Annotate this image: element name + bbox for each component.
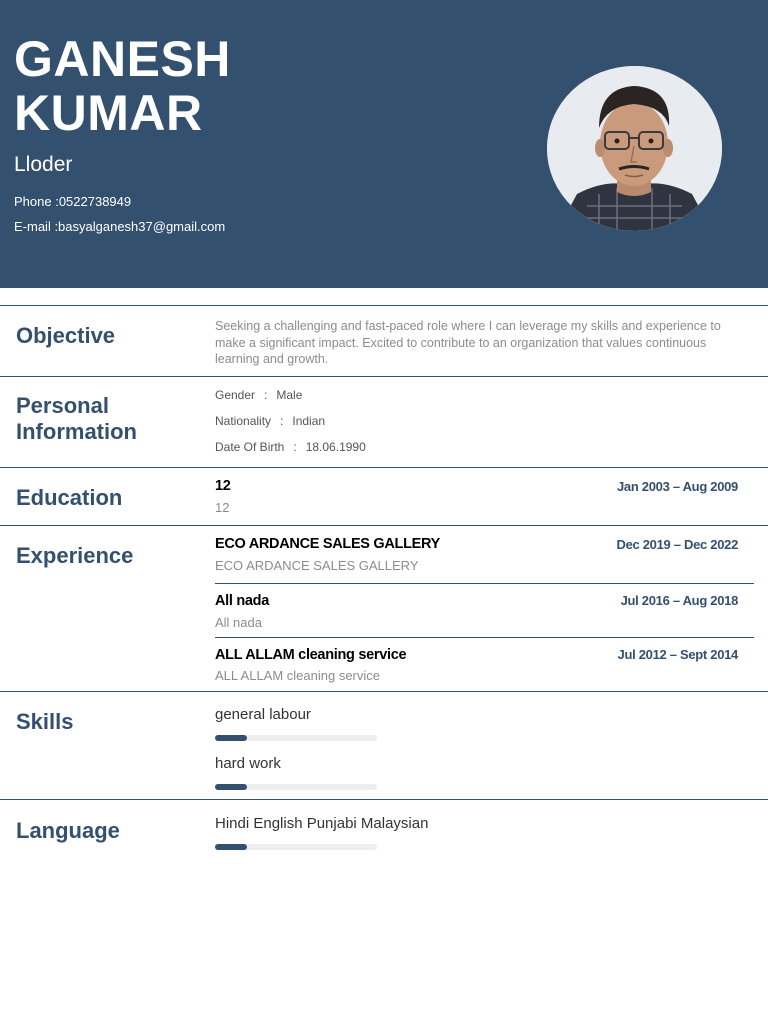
email-text: E-mail :basyalganesh37@gmail.com bbox=[14, 219, 226, 234]
info-row-gender bbox=[215, 388, 302, 402]
experience-dates: Dec 2019 – Dec 2022 bbox=[616, 537, 738, 552]
experience-dates: Jul 2016 – Aug 2018 bbox=[620, 593, 738, 608]
info-label: Nationality bbox=[215, 414, 272, 428]
experience-title: ECO ARDANCE SALES GALLERY bbox=[215, 536, 441, 552]
experience-dates: Jul 2012 – Sept 2014 bbox=[617, 647, 738, 662]
entry-divider bbox=[215, 637, 754, 638]
section-divider bbox=[0, 305, 768, 306]
info-label: Date Of Birth bbox=[215, 440, 285, 454]
info-value: Indian bbox=[292, 414, 326, 428]
skill-label: general labour bbox=[215, 706, 311, 723]
info-row-nationality bbox=[215, 414, 325, 428]
skill-level-fill bbox=[215, 784, 247, 790]
personal-info-heading bbox=[16, 393, 137, 445]
education-heading: Education bbox=[16, 485, 123, 510]
skill-level-bar bbox=[215, 735, 377, 741]
personal-heading-line-1: Personal bbox=[16, 393, 109, 418]
info-label: Gender bbox=[215, 388, 256, 402]
info-separator: : bbox=[293, 440, 297, 454]
section-divider bbox=[0, 799, 768, 800]
experience-title: ALL ALLAM cleaning service bbox=[215, 647, 407, 663]
entry-divider bbox=[215, 583, 754, 584]
info-row-dob bbox=[215, 440, 366, 454]
experience-title: All nada bbox=[215, 593, 269, 609]
language-heading: Language bbox=[16, 818, 120, 843]
name-line-2: KUMAR bbox=[14, 85, 203, 141]
objective-text: Seeking a challenging and fast-paced role where I can leverage my skills and experience to make a significant impact. Excited to contribute to an organization that values continuous learning and growth. bbox=[215, 319, 721, 366]
header-banner bbox=[0, 0, 768, 288]
info-value: Male bbox=[276, 388, 303, 402]
experience-subtitle: All nada bbox=[215, 615, 262, 630]
objective-heading: Objective bbox=[16, 323, 116, 348]
name-line-1: GANESH bbox=[14, 31, 231, 87]
info-value: 18.06.1990 bbox=[305, 440, 366, 454]
experience-subtitle: ALL ALLAM cleaning service bbox=[215, 668, 381, 683]
experience-heading: Experience bbox=[16, 543, 134, 568]
job-title: Lloder bbox=[14, 153, 73, 176]
language-label: Hindi English Punjabi Malaysian bbox=[215, 815, 429, 832]
section-divider bbox=[0, 691, 768, 692]
education-subtitle: 12 bbox=[215, 500, 230, 515]
info-separator: : bbox=[264, 388, 268, 402]
phone-text: Phone :0522738949 bbox=[14, 194, 132, 209]
education-dates: Jan 2003 – Aug 2009 bbox=[616, 479, 738, 494]
skill-level-bar bbox=[215, 784, 377, 790]
profile-photo-illustration bbox=[547, 66, 722, 231]
skill-level-fill bbox=[215, 735, 247, 741]
language-level-fill bbox=[215, 844, 247, 850]
section-divider bbox=[0, 525, 768, 526]
section-divider bbox=[0, 467, 768, 468]
language-level-bar bbox=[215, 844, 377, 850]
profile-photo bbox=[547, 66, 722, 231]
education-title: 12 bbox=[215, 478, 231, 494]
experience-subtitle: ECO ARDANCE SALES GALLERY bbox=[215, 558, 419, 573]
skills-heading: Skills bbox=[16, 709, 74, 734]
skill-label: hard work bbox=[215, 755, 281, 772]
section-divider bbox=[0, 376, 768, 377]
candidate-name bbox=[14, 32, 231, 140]
info-separator: : bbox=[280, 414, 284, 428]
personal-heading-line-2: Information bbox=[16, 419, 137, 444]
